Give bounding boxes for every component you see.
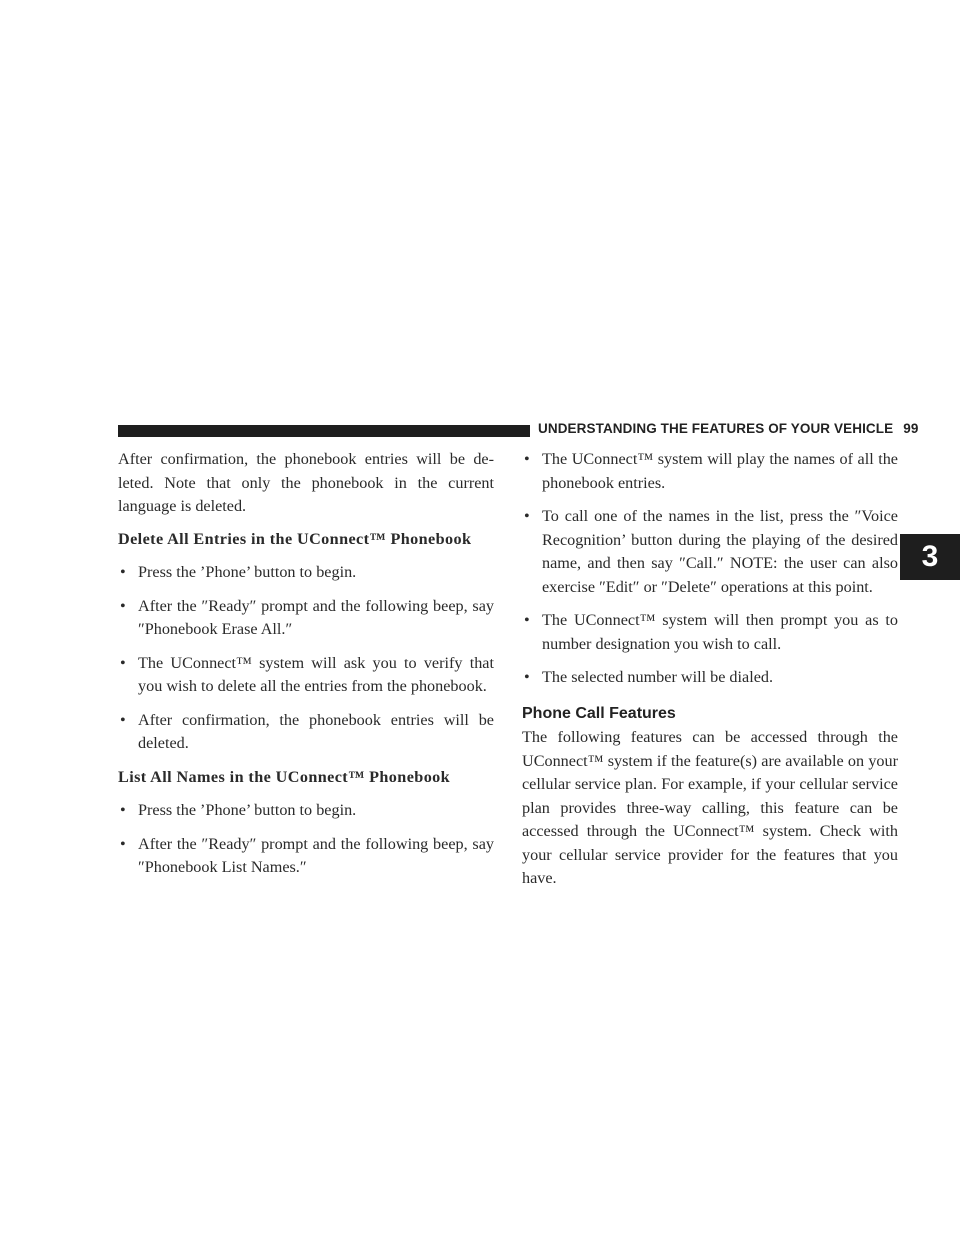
list-item: • Press the ’Phone’ button to begin. (118, 799, 494, 823)
list-names-steps-continued (522, 448, 898, 690)
list-item: • The UConnect™ system will then prompt you as to number designation you wish to call. (524, 611, 898, 653)
list-item: • The selected number will be dialed. (522, 666, 898, 690)
list-item: • To call one of the names in the list, press the ″Voice Recognition’ button during the playing of the desired name, and then say ″Call.″ NOTE: the user can also exercise ″Edit″ or ″Delete″ operations at this point. (524, 507, 898, 596)
bullet-icon: • (524, 507, 530, 525)
bullet-icon: • (120, 596, 126, 615)
bullet-icon: • (524, 611, 530, 629)
bullet-icon: • (120, 710, 126, 729)
list-item: • After the ″Ready″ prompt and the following beep, say ″Phonebook Erase All.″ (120, 596, 494, 638)
running-header (538, 421, 918, 436)
list-item: • After the ″Ready″ prompt and the following beep, say ″Phonebook List Names.″ (120, 834, 494, 876)
bullet-icon: • (524, 450, 530, 468)
list-item: • After confirmation, the phonebook entries will be deleted. (120, 710, 494, 752)
bullet-icon: • (120, 801, 126, 819)
list-item: • The UConnect™ system will ask you to verify that you wish to delete all the entries from the phonebook. (120, 653, 494, 695)
section-heading: Phone Call Features (522, 704, 676, 722)
delete-steps-list (118, 561, 494, 756)
list-names-steps (118, 799, 494, 880)
page-number: 99 (903, 421, 919, 436)
left-column (118, 448, 494, 890)
bullet-icon: • (120, 834, 126, 853)
intro-paragraph: After confirmation, the phonebook entries will be de-leted. Note that only the phonebook in the current language is deleted. (118, 450, 494, 515)
bullet-icon: • (120, 563, 126, 581)
list-item: • The UConnect™ system will play the names of all the phonebook entries. (524, 450, 898, 492)
bullet-icon: • (524, 668, 530, 686)
header-title: UNDERSTANDING THE FEATURES OF YOUR VEHICLE (538, 421, 894, 436)
header-rule (118, 425, 530, 437)
right-column (522, 448, 898, 900)
chapter-tab: 3 (900, 534, 960, 580)
bullet-icon: • (120, 653, 126, 672)
delete-heading: Delete All Entries in the UConnect™ Phonebook (118, 529, 472, 548)
section-paragraph: The following features can be accessed through the UConnect™ system if the feature(s) are available on your cellular service plan. For example, if your cellular service plan provides three-way calling, this feature can be accessed through the UConnect™ system. Check with your cellular service provider for the features that you have. (522, 728, 898, 887)
list-item: • Press the ’Phone’ button to begin. (118, 561, 494, 585)
list-names-heading: List All Names in the UConnect™ Phonebook (118, 767, 451, 786)
